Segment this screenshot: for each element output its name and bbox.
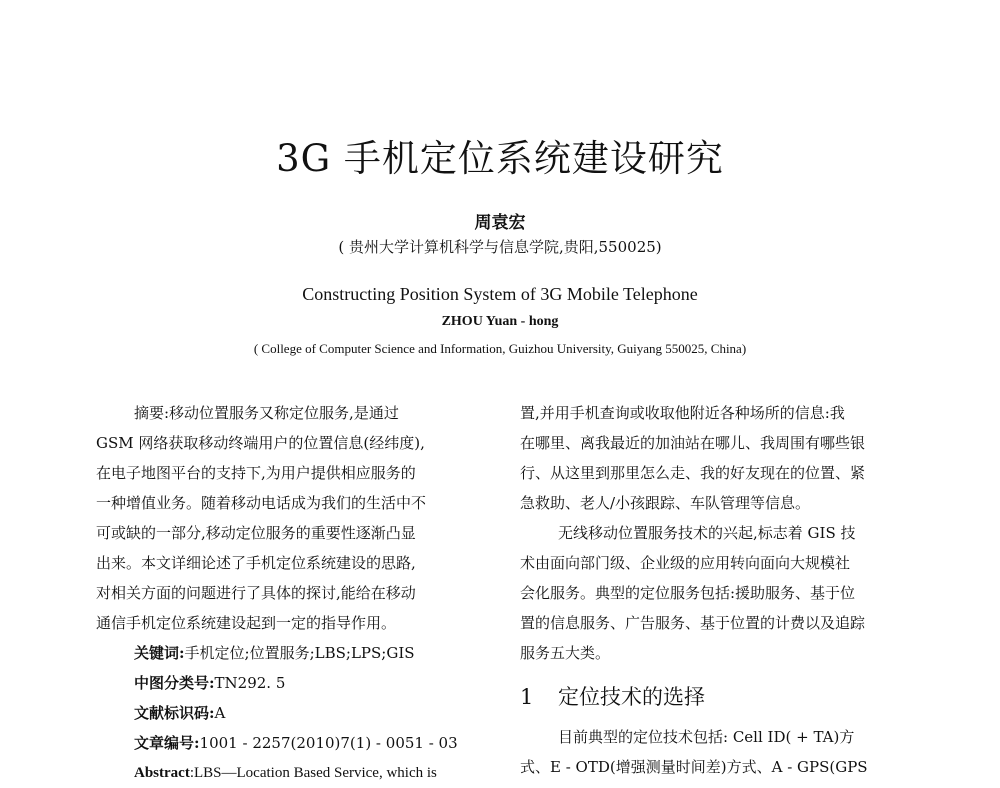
abstract-en-label: Abstract xyxy=(134,765,190,781)
article-no-value: 1001 - 2257(2010)7(1) - 0051 - 03 xyxy=(199,734,458,752)
body-line: 服务五大类。 xyxy=(520,644,611,662)
doc-code-field xyxy=(96,698,501,728)
abstract-line: 通信手机定位系统建设起到一定的指导作用。 xyxy=(96,614,397,632)
section-heading xyxy=(520,672,925,722)
body-line: 行、从这里到那里怎么走、我的好友现在的位置、紧 xyxy=(520,464,866,482)
body-line: 目前典型的定位技术包括: Cell ID( + TA)方 xyxy=(558,728,855,746)
paper-title: 3G 手机定位系统建设研究 xyxy=(276,137,724,180)
body-line: 急救助、老人/小孩跟踪、车队管理等信息。 xyxy=(520,494,811,512)
doc-code-label: 文献标识码: xyxy=(134,704,215,722)
paper-title-en: Constructing Position System of 3G Mobile Telephone xyxy=(302,284,698,304)
abstract-line: 可或缺的一部分,移动定位服务的重要性逐渐凸显 xyxy=(96,524,416,542)
clc-label: 中图分类号: xyxy=(134,674,215,692)
keywords-label: 关键词: xyxy=(134,644,185,662)
body-line: 置的信息服务、广告服务、基于位置的计费以及追踪 xyxy=(520,614,866,632)
body-line: 会化服务。典型的定位服务包括:援助服务、基于位 xyxy=(520,584,856,602)
body-line: 术由面向部门级、企业级的应用转向面向大规模社 xyxy=(520,554,851,572)
body-line: 式、E - OTD(增强测量时间差)方式、A - GPS(GPS xyxy=(520,758,868,776)
abstract-line: 在电子地图平台的支持下,为用户提供相应服务的 xyxy=(96,464,416,482)
author-name-cn: 周袁宏 xyxy=(474,213,526,233)
abstract-line: 出来。本文详细论述了手机定位系统建设的思路, xyxy=(96,554,416,572)
affiliation-en: ( College of Computer Science and Information, Guizhou University, Guiyang 550025, China) xyxy=(253,341,747,356)
right-column xyxy=(520,398,925,782)
abstract-line: GSM 网络获取移动终端用户的位置信息(经纬度), xyxy=(96,434,425,452)
abstract-en-field xyxy=(96,758,501,788)
body-line: 无线移动位置服务技术的兴起,标志着 GIS 技 xyxy=(558,524,856,542)
body-line: 置,并用手机查询或收取他附近各种场所的信息:我 xyxy=(520,404,845,422)
clc-value: TN292. 5 xyxy=(214,674,286,692)
abstract-line: 摘要:移动位置服务又称定位服务,是通过 xyxy=(134,404,399,422)
author-name-en: ZHOU Yuan - hong xyxy=(441,314,559,329)
section-title: 定位技术的选择 xyxy=(558,685,705,709)
keywords-value: 手机定位;位置服务;LBS;LPS;GIS xyxy=(184,644,415,662)
affiliation-cn: ( 贵州大学计算机科学与信息学院,贵阳,550025) xyxy=(338,238,662,256)
abstract-line: 对相关方面的问题进行了具体的探讨,能给在移动 xyxy=(96,584,416,602)
abstract-en-value: :LBS—Location Based Service, which is xyxy=(189,765,437,781)
abstract-line: 一种增值业务。随着移动电话成为我们的生活中不 xyxy=(96,494,427,512)
keywords-field xyxy=(96,638,501,668)
left-column xyxy=(96,398,501,788)
body-line: 在哪里、离我最近的加油站在哪儿、我周围有哪些银 xyxy=(520,434,866,452)
article-no-field xyxy=(96,728,501,758)
doc-code-value: A xyxy=(214,704,226,722)
section-number: 1 xyxy=(520,685,534,709)
article-no-label: 文章编号: xyxy=(134,734,200,752)
clc-field xyxy=(96,668,501,698)
